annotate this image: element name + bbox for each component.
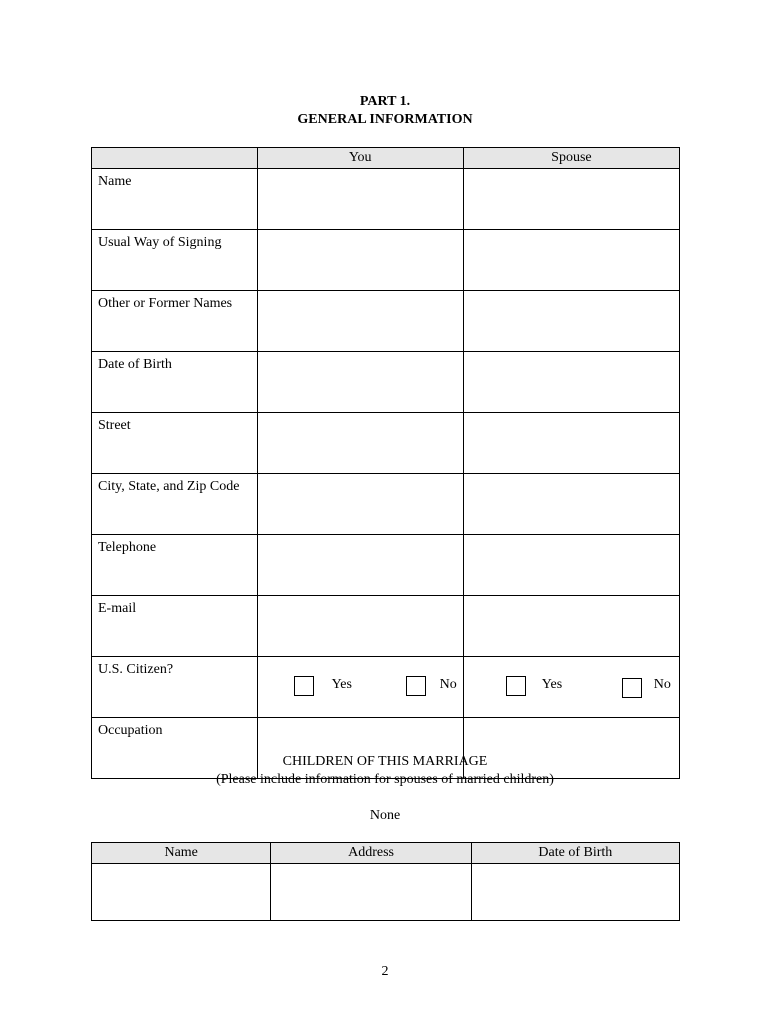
header-you: You <box>257 148 463 169</box>
table-row <box>92 864 680 921</box>
child-address-field[interactable] <box>271 864 471 921</box>
spouse-telephone-field[interactable] <box>463 535 679 596</box>
table-row <box>92 169 680 230</box>
part-label: PART 1. <box>359 94 411 109</box>
row-label-us-citizen: U.S. Citizen? <box>92 657 258 718</box>
row-label-street: Street <box>92 413 258 474</box>
row-label-name: Name <box>92 169 258 230</box>
spouse-citizen-yes-label: Yes <box>541 677 563 692</box>
spouse-citizen-cell <box>463 657 679 718</box>
row-label-dob: Date of Birth <box>92 352 258 413</box>
you-citizen-no-checkbox[interactable] <box>406 676 426 696</box>
table-row <box>92 413 680 474</box>
you-citizen-cell <box>257 657 463 718</box>
children-table <box>91 842 680 921</box>
section-title: GENERAL INFORMATION <box>297 112 473 127</box>
you-signing-field[interactable] <box>257 230 463 291</box>
children-section-note: (Please include information for spouses of married children) <box>216 772 554 787</box>
children-none-text: None <box>369 808 401 823</box>
table-row <box>92 535 680 596</box>
you-email-field[interactable] <box>257 596 463 657</box>
spouse-signing-field[interactable] <box>463 230 679 291</box>
table-row <box>92 474 680 535</box>
row-label-telephone: Telephone <box>92 535 258 596</box>
row-label-usual-signing: Usual Way of Signing <box>92 230 258 291</box>
children-header-dob: Date of Birth <box>471 843 679 864</box>
row-label-city-state-zip: City, State, and Zip Code <box>92 474 258 535</box>
you-citizen-no-label: No <box>439 677 457 692</box>
child-dob-field[interactable] <box>471 864 679 921</box>
table-header-row <box>92 843 680 864</box>
spouse-citizen-no-label: No <box>653 677 671 692</box>
spouse-street-field[interactable] <box>463 413 679 474</box>
table-row <box>92 291 680 352</box>
spouse-city-field[interactable] <box>463 474 679 535</box>
children-header-name: Name <box>92 843 271 864</box>
header-spouse: Spouse <box>463 148 679 169</box>
table-row <box>92 352 680 413</box>
child-name-field[interactable] <box>92 864 271 921</box>
you-dob-field[interactable] <box>257 352 463 413</box>
you-citizen-yes-checkbox[interactable] <box>294 676 314 696</box>
you-citizen-yes-label: Yes <box>331 677 352 692</box>
row-label-former-names: Other or Former Names <box>92 291 258 352</box>
spouse-dob-field[interactable] <box>463 352 679 413</box>
table-row <box>92 230 680 291</box>
you-telephone-field[interactable] <box>257 535 463 596</box>
spouse-citizen-no-checkbox[interactable] <box>622 678 642 698</box>
you-former-names-field[interactable] <box>257 291 463 352</box>
table-row <box>92 596 680 657</box>
you-city-field[interactable] <box>257 474 463 535</box>
table-header-row <box>92 148 680 169</box>
you-street-field[interactable] <box>257 413 463 474</box>
spouse-name-field[interactable] <box>463 169 679 230</box>
children-section-title: CHILDREN OF THIS MARRIAGE <box>282 754 488 769</box>
you-name-field[interactable] <box>257 169 463 230</box>
row-label-email: E-mail <box>92 596 258 657</box>
table-row <box>92 657 680 718</box>
children-header-address: Address <box>271 843 471 864</box>
spouse-former-names-field[interactable] <box>463 291 679 352</box>
row-label-occupation: Occupation <box>92 718 258 779</box>
general-information-table <box>91 147 680 779</box>
spouse-citizen-yes-checkbox[interactable] <box>506 676 526 696</box>
header-blank-cell <box>92 148 258 169</box>
spouse-email-field[interactable] <box>463 596 679 657</box>
page-number: 2 <box>381 964 389 979</box>
